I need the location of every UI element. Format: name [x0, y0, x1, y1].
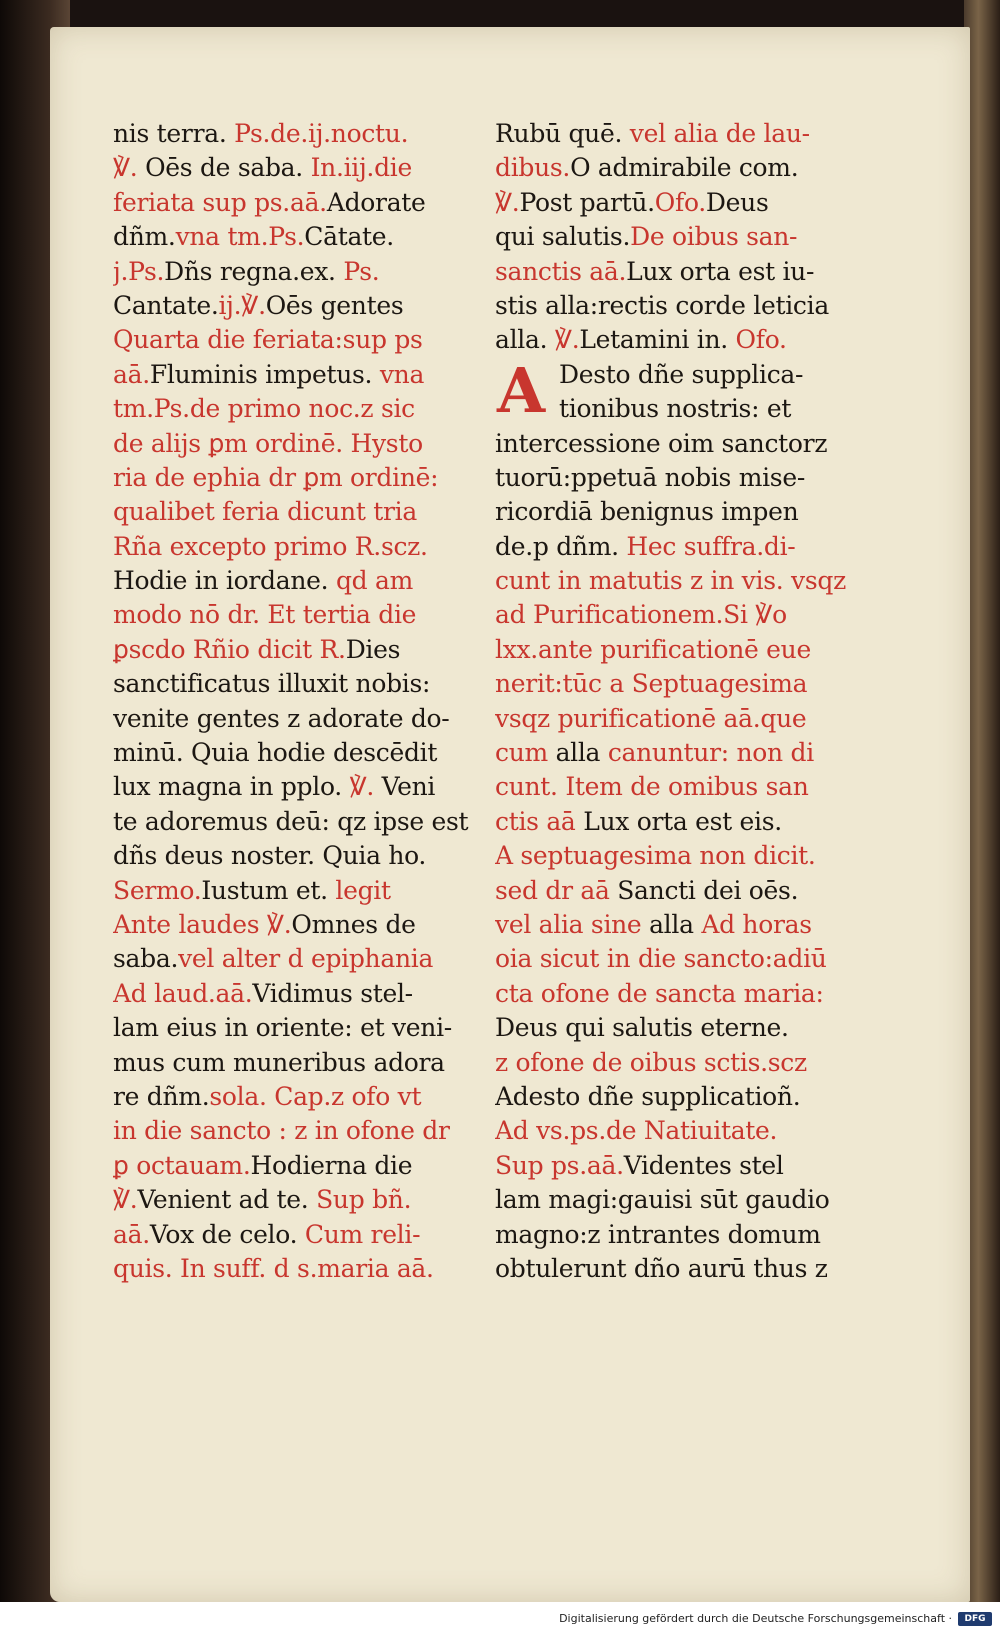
body-text: nis terra.	[113, 119, 235, 148]
text-line	[495, 117, 915, 151]
text-line	[495, 1252, 915, 1286]
rubric-text: ℣.	[349, 772, 382, 802]
rubric-text: Rña excepto primo R.scz.	[113, 531, 428, 561]
rubric-text: Cum reli-	[304, 1219, 421, 1249]
text-line	[495, 255, 915, 289]
rubric-text: vel alia de lau-	[629, 119, 810, 148]
rubric-text: in die sancto : z in ofone dr	[113, 1116, 450, 1146]
body-text: O admirabile com.	[570, 153, 799, 183]
body-text: Fluminis impetus.	[149, 359, 380, 389]
text-line	[113, 564, 503, 598]
text-line	[495, 736, 915, 770]
right-column-top-text	[495, 117, 915, 358]
text-line	[113, 495, 503, 529]
rubric-text: quis. In suff. d s.maria aā.	[113, 1253, 434, 1283]
text-line	[495, 1183, 915, 1217]
body-text: mus cum muneribus adora	[113, 1047, 445, 1077]
body-text: alla	[555, 738, 608, 768]
rubric-text: oia sicut in die sancto:adiū	[495, 944, 827, 974]
text-line	[113, 770, 503, 804]
body-text: stis alla:rectis corde leticia	[495, 290, 829, 320]
rubric-text: aā.	[113, 1219, 150, 1249]
text-line	[495, 942, 915, 976]
body-text: Adesto dñe supplicatioñ.	[495, 1081, 801, 1111]
body-text: re dñm.	[113, 1081, 210, 1111]
text-line	[113, 117, 503, 151]
text-line	[495, 770, 915, 804]
rubric-text: vna	[379, 359, 425, 389]
text-line	[113, 323, 503, 357]
rubric-text: tm.Ps.de primo noc.z sic	[113, 394, 415, 424]
rubric-text: Ad horas	[701, 909, 812, 939]
body-text: Hodie in iordane.	[113, 566, 336, 596]
rubric-text: cunt in matutis z in vis. vsqz	[495, 566, 846, 596]
text-line	[113, 186, 503, 220]
text-line	[113, 1114, 503, 1148]
rubric-text: ꝑ octauam.	[113, 1150, 251, 1180]
initial-paragraph	[495, 353, 915, 427]
body-text: Vox de celo.	[149, 1219, 305, 1249]
text-line	[495, 839, 915, 873]
rubric-text: cum	[495, 738, 556, 768]
rubric-text: vna tm.Ps.	[175, 222, 305, 252]
rubric-text: Sup bñ.	[316, 1185, 412, 1215]
text-line	[113, 1080, 503, 1114]
body-text: Videntes stel	[623, 1150, 784, 1180]
text-line	[495, 977, 915, 1011]
text-line	[495, 908, 915, 942]
body-text: Oēs gentes	[265, 290, 404, 320]
rubric-text: j.Ps.	[113, 256, 165, 286]
decorated-initial-letter: A	[497, 353, 546, 427]
text-line	[113, 461, 503, 495]
rubric-text: dibus.	[495, 153, 571, 183]
rubric-text: Ps.	[343, 256, 380, 286]
rubric-text: De oibus san-	[630, 222, 798, 252]
rubric-text: vel alia sine	[495, 909, 650, 939]
body-text: Rubū quē.	[495, 119, 630, 148]
body-text: Iustum et.	[201, 875, 336, 905]
text-line	[495, 1149, 915, 1183]
rubric-text: nerit:tūc a Septuagesima	[495, 669, 808, 699]
text-line	[495, 1080, 915, 1114]
rubric-text: Sermo.	[113, 875, 202, 905]
body-text: Lux orta est eis.	[583, 806, 782, 836]
funding-credit: Digitalisierung gefördert durch die Deutsche Forschungsgemeinschaft ·	[559, 1612, 952, 1625]
body-text: alla.	[495, 325, 555, 355]
body-text: Letamini in.	[579, 325, 736, 355]
text-line	[495, 220, 915, 254]
body-text: Sancti dei oēs.	[617, 875, 799, 905]
body-text: dñm.	[113, 222, 176, 252]
body-text: te adoremus deū: qz ipse est	[113, 806, 469, 836]
rubric-text: Ofo.	[735, 325, 787, 355]
rubric-text: ℣.	[113, 1185, 138, 1215]
rubric-text: lxx.ante purificationē eue	[495, 634, 811, 664]
body-text: Adorate	[326, 187, 426, 217]
text-line	[495, 1114, 915, 1148]
text-line	[113, 289, 503, 323]
body-text: Oēs de saba.	[145, 153, 311, 183]
rubric-text: Quarta die feriata:sup ps	[113, 325, 423, 355]
rubric-text: sanctis aā.	[495, 256, 627, 286]
text-line	[495, 323, 915, 357]
text-line	[113, 1011, 503, 1045]
body-text: Dies	[345, 634, 401, 664]
text-line	[559, 358, 915, 392]
rubric-text: A septuagesima non dicit.	[495, 841, 816, 871]
right-column-bottom-text	[495, 427, 915, 1287]
rubric-text: vsqz purificationē aā.que	[495, 703, 807, 733]
rubric-text: ij.℣.	[218, 290, 266, 320]
left-text-column	[113, 117, 503, 1286]
rubric-text: ꝑscdo Rñio dicit R.	[113, 634, 346, 664]
body-text: lam magi:gauisi sūt gaudio	[495, 1185, 830, 1215]
body-text: dñs deus noster. Quia ho.	[113, 841, 427, 871]
rubric-text: aā.	[113, 359, 150, 389]
text-line	[113, 667, 503, 701]
initial-paragraph-lines	[495, 353, 915, 427]
body-text: sanctificatus illuxit nobis:	[113, 669, 431, 699]
body-text: tionibus nostris: et	[559, 394, 792, 424]
text-line	[495, 1046, 915, 1080]
rubric-text: ria de ephia dr ꝑm ordinē:	[113, 462, 439, 492]
rubric-text: Ps.de.ij.noctu.	[234, 119, 409, 148]
right-text-column	[495, 117, 915, 1286]
rubric-text: sed dr aā	[495, 875, 618, 905]
text-line	[495, 461, 915, 495]
body-text: Desto dñe supplica-	[559, 359, 804, 389]
rubric-text: qd am	[335, 566, 414, 596]
footer-bar	[0, 1602, 1000, 1632]
body-text: qui salutis.	[495, 222, 631, 252]
text-line	[113, 805, 503, 839]
text-line	[495, 151, 915, 185]
rubric-text: ℣.	[554, 325, 580, 355]
text-line	[113, 977, 503, 1011]
text-line	[495, 598, 915, 632]
rubric-text: legit	[335, 875, 391, 905]
rubric-text: ctis aā	[495, 806, 584, 836]
text-line	[113, 702, 503, 736]
rubric-text: In.iij.die	[310, 153, 412, 183]
text-line	[495, 805, 915, 839]
text-line	[495, 530, 915, 564]
text-line	[113, 1218, 503, 1252]
text-line	[113, 1252, 503, 1286]
body-text: Deus qui salutis eterne.	[495, 1013, 789, 1043]
text-line	[495, 667, 915, 701]
text-line	[113, 598, 503, 632]
text-line	[113, 1149, 503, 1183]
body-text: saba.	[113, 944, 179, 974]
body-text: Cantate.	[113, 290, 219, 320]
body-text: ricordiā benignus impen	[495, 497, 799, 527]
rubric-text: Hec suffra.di-	[626, 531, 796, 561]
body-text: de.p dñm.	[495, 531, 627, 561]
body-text: Dñs regna.ex.	[164, 256, 344, 286]
rubric-text: feriata sup ps.aā.	[113, 187, 327, 217]
rubric-text: z ofone de oibus sctis.scz	[495, 1047, 807, 1077]
text-line	[495, 564, 915, 598]
text-line	[113, 530, 503, 564]
text-line	[113, 736, 503, 770]
text-line	[113, 358, 503, 392]
rubric-text: de alijs ꝑm ordinē. Hysto	[113, 428, 423, 458]
text-line	[113, 1183, 503, 1217]
body-text: obtulerunt dño aurū thus z	[495, 1253, 828, 1283]
text-line	[113, 151, 503, 185]
text-line	[113, 427, 503, 461]
text-line	[559, 392, 915, 426]
text-line	[495, 1218, 915, 1252]
rubric-text: cunt. Item de omibus san	[495, 772, 809, 802]
body-text: lux magna in pplo.	[113, 772, 350, 802]
text-line	[113, 874, 503, 908]
text-line	[113, 1046, 503, 1080]
text-line	[113, 392, 503, 426]
rubric-text: ℣.	[113, 153, 146, 183]
text-line	[495, 1011, 915, 1045]
rubric-text: ℣.	[495, 187, 520, 217]
rubric-text: modo nō dr. Et tertia die	[113, 600, 417, 630]
rubric-text: ad Purificationem.Si ℣o	[495, 600, 787, 630]
rubric-text: Ad laud.aā.	[113, 978, 253, 1008]
text-line	[495, 874, 915, 908]
text-line	[495, 427, 915, 461]
body-text: Hodierna die	[250, 1150, 413, 1180]
rubric-text: cta ofone de sancta maria:	[495, 978, 824, 1008]
text-line	[495, 702, 915, 736]
dfg-logo: DFG	[958, 1612, 992, 1626]
rubric-text: vel alter d epiphania	[178, 944, 434, 974]
body-text: Omnes de	[291, 909, 416, 939]
text-line	[495, 289, 915, 323]
body-text: tuorū:ppetuā nobis mise-	[495, 462, 805, 492]
text-line	[113, 839, 503, 873]
body-text: intercessione oim sanctorz	[495, 428, 828, 458]
text-line	[495, 633, 915, 667]
rubric-text: canuntur: non di	[607, 738, 814, 768]
text-line	[113, 220, 503, 254]
text-line	[113, 942, 503, 976]
body-text: Veni	[381, 772, 436, 802]
text-line	[113, 255, 503, 289]
rubric-text: Sup ps.aā.	[495, 1150, 624, 1180]
text-line	[495, 186, 915, 220]
rubric-text: qualibet feria dicunt tria	[113, 497, 417, 527]
rubric-text: Ofo.	[654, 187, 706, 217]
body-text: magno:z intrantes domum	[495, 1219, 821, 1249]
rubric-text: Ante laudes ℣.	[113, 909, 292, 939]
body-text: alla	[649, 909, 702, 939]
text-line	[495, 495, 915, 529]
body-text: Cātate.	[304, 222, 394, 252]
rubric-text: Ad vs.ps.de Natiuitate.	[495, 1116, 778, 1146]
body-text: minū. Quia hodie descēdit	[113, 738, 438, 768]
text-line	[113, 908, 503, 942]
body-text: Vidimus stel-	[252, 978, 413, 1008]
rubric-text: sola. Cap.z ofo vt	[209, 1081, 422, 1111]
body-text: lam eius in oriente: et veni-	[113, 1013, 452, 1043]
body-text: Venient ad te.	[137, 1185, 317, 1215]
text-line	[113, 633, 503, 667]
body-text: Lux orta est iu-	[626, 256, 815, 286]
body-text: venite gentes z adorate do-	[113, 703, 450, 733]
body-text: Post partū.	[519, 187, 655, 217]
body-text: Deus	[705, 187, 769, 217]
